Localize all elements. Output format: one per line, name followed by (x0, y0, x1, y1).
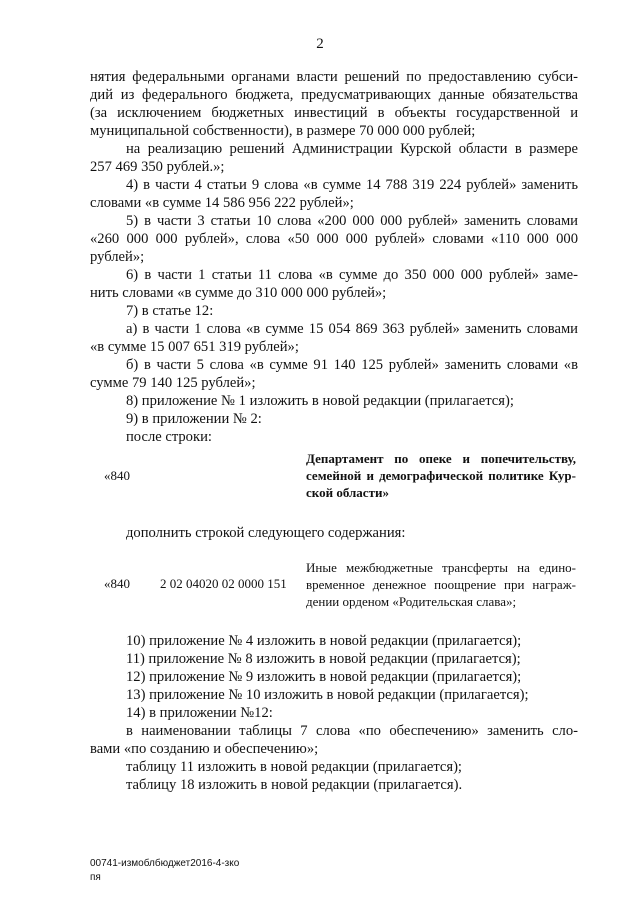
text-line: 7) в статье 12: (126, 303, 214, 319)
text-line: 4) в части 4 статьи 9 слова «в сумме 14 788 319 224 рублей» заменить (126, 177, 578, 193)
text-line: 257 469 350 рублей.»; (90, 159, 225, 175)
text-line: муниципальной собственности), в размере 70 000 000 рублей; (90, 123, 476, 139)
text-line: дий из федерального бюджета, предусматривающих данные обязательства (90, 87, 578, 103)
text-line: после строки: (126, 429, 212, 445)
text-line: «260 000 000 рублей», слова «50 000 000 рублей» словами «110 000 000 (90, 231, 578, 247)
text-line: на реализацию решений Администрации Курской области в размере (126, 141, 578, 157)
text-line: нить словами «в сумме до 310 000 000 рублей»; (90, 285, 387, 301)
table-text-line: ской области» (306, 485, 389, 500)
text-line: 9) в приложении № 2: (126, 411, 262, 427)
text-line: б) в части 5 слова «в сумме 91 140 125 рублей» заменить словами «в (126, 357, 578, 373)
table-text-line: дении орденом «Родительская слава»; (306, 594, 517, 609)
text-line: в наименовании таблицы 7 слова «по обеспечению» заменить сло- (126, 723, 578, 739)
text-line: а) в части 1 слова «в сумме 15 054 869 363 рублей» заменить словами (126, 321, 578, 337)
text-line: 8) приложение № 1 изложить в новой редакции (прилагается); (126, 393, 514, 409)
table-row-text (306, 559, 576, 610)
table-text-line: Иные межбюджетные трансферты на едино- (306, 560, 576, 575)
text-line: 14) в приложении №12: (126, 705, 273, 721)
text-line: 12) приложение № 9 изложить в новой редакции (прилагается); (126, 669, 522, 685)
table-text-line: временное денежное поощрение при награж- (306, 577, 576, 592)
text-line: 5) в части 3 статьи 10 слова «200 000 000 рублей» заменить словами (126, 213, 578, 229)
table-row-text (306, 450, 576, 501)
text-line: 13) приложение № 10 изложить в новой редакции (прилагается); (126, 687, 529, 703)
text-line: нятия федеральными органами власти решений по предоставлению субси- (90, 69, 578, 85)
footer-file-ref: 00741-измоблбюджет2016-4-зко (90, 858, 240, 869)
text-line: вами «по созданию и обеспечению»; (90, 741, 319, 757)
text-line: рублей»; (90, 249, 145, 265)
text-line: 10) приложение № 4 изложить в новой редакции (прилагается); (126, 633, 522, 649)
text-line: 6) в части 1 статьи 11 слова «в сумме до 350 000 000 рублей» заме- (126, 267, 578, 283)
text-line: (за исключением бюджетных инвестиций в объекты государственной и (90, 105, 578, 121)
table-text-line: Департамент по опеке и попечительству, (306, 451, 576, 466)
text-line: дополнить строкой следующего содержания: (126, 525, 406, 541)
text-line: таблицу 11 изложить в новой редакции (прилагается); (126, 759, 462, 775)
table-code: «840 (104, 468, 130, 483)
table-text-line: семейной и демографической политике Кур- (306, 468, 576, 483)
text-line: словами «в сумме 14 586 956 222 рублей»; (90, 195, 354, 211)
table-kbk-code: 2 02 04020 02 0000 151 (160, 576, 287, 591)
table-code: «840 (104, 576, 130, 591)
text-line: сумме 79 140 125 рублей»; (90, 375, 256, 391)
footer-initials: пя (90, 872, 101, 883)
page-number: 2 (316, 36, 324, 52)
text-line: таблицу 18 изложить в новой редакции (прилагается). (126, 777, 463, 793)
text-line: «в сумме 15 007 651 319 рублей»; (90, 339, 299, 355)
text-line: 11) приложение № 8 изложить в новой редакции (прилагается); (126, 651, 521, 667)
